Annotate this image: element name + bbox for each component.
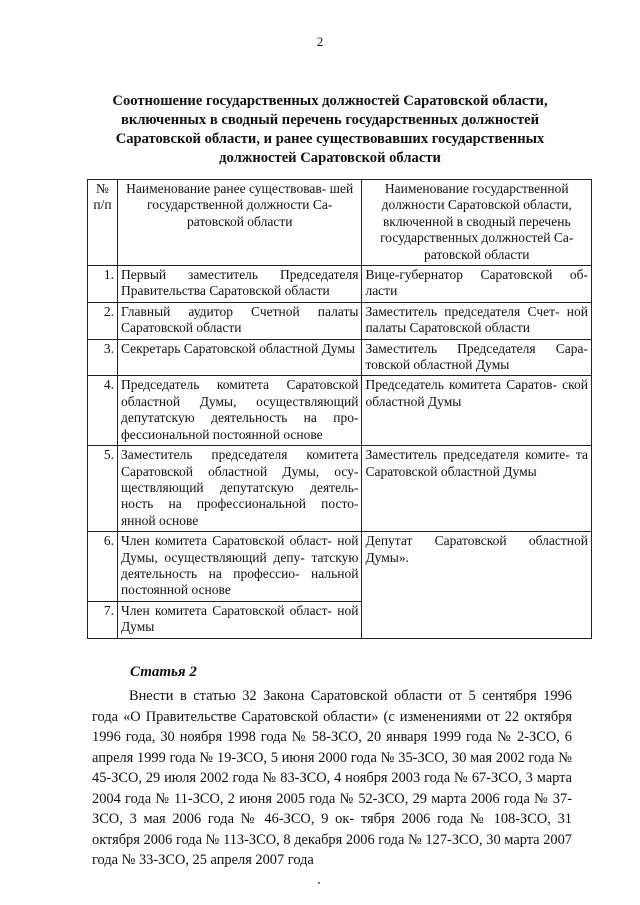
table-row (88, 446, 592, 532)
scan-speck (318, 882, 320, 884)
old-position: Член комитета Саратовской област- ной Думы (117, 601, 362, 638)
header-new-position: Наименование государственной должности Саратовской области, включенной в сводный перечень государственных должностей Са- ратовской области (362, 180, 592, 266)
new-position: Заместитель председателя Счет- ной палаты Саратовской области (362, 302, 592, 339)
new-position: Вице-губернатор Саратовской об- ласти (362, 266, 592, 303)
old-position: Член комитета Саратовской област- ной Думы, осуществляющий депу- татскую деятельность на профессио- нальной постоянной основе (117, 532, 362, 602)
row-number: 3. (88, 339, 118, 376)
table-header-row (88, 180, 592, 266)
old-position: Главный аудитор Счетной палаты Саратовской области (117, 302, 362, 339)
old-position: Секретарь Саратовской областной Думы (117, 339, 362, 376)
row-number: 7. (88, 601, 118, 638)
row-number: 1. (88, 266, 118, 303)
header-number: № п/п (88, 180, 118, 266)
old-position: Заместитель председателя комитета Саратовской областной Думы, осу- ществляющий депутатскую деятель- ность на профессиональной посто- янной основе (117, 446, 362, 532)
positions-table (87, 179, 592, 639)
row-number: 2. (88, 302, 118, 339)
article-body: Внести в статью 32 Закона Саратовской области от 5 сентября 1996 года «О Правительстве Саратовской области» (с изменениями от 22 октября 1996 года, 30 ноября 1998 года № 58-ЗСО, 20 января 1999 года № 2-ЗСО, 6 апреля 1999 года № 19-ЗСО, 5 июня 2000 года № 35-ЗСО, 30 мая 2002 года № 45-ЗСО, 29 июля 2002 года № 83-ЗСО, 4 ноября 2003 года № 67-ЗСО, 3 марта 2004 года № 11-ЗСО, 2 июня 2005 года № 52-ЗСО, 29 марта 2006 года № 37-ЗСО, 3 мая 2006 года № 46-ЗСО, 9 ок- тября 2006 года № 108-ЗСО, 31 октября 2006 года № 113-ЗСО, 8 декабря 2006 года № 127-ЗСО, 30 марта 2007 года № 33-ЗСО, 25 апреля 2007 года (92, 688, 572, 868)
document-heading: Соотношение государственных должностей Саратовской области, включенных в сводный перечень государственных должностей Саратовской области, и ранее существовавших государственных должностей Саратовской области (112, 93, 548, 166)
row-number: 6. (88, 532, 118, 602)
new-position: Депутат Саратовской областной Думы». (362, 532, 592, 638)
table-row (88, 532, 592, 602)
table-row (88, 266, 592, 303)
table-row (88, 302, 592, 339)
page-number: 2 (316, 34, 324, 49)
new-position: Заместитель Председателя Сара- товской областной Думы (362, 339, 592, 376)
new-position: Председатель комитета Саратов- ской областной Думы (362, 376, 592, 446)
row-number: 4. (88, 376, 118, 446)
old-position: Первый заместитель Председателя Правительства Саратовской области (117, 266, 362, 303)
new-position: Заместитель председателя комите- та Саратовской областной Думы (362, 446, 592, 532)
article-title: Статья 2 (130, 664, 197, 680)
table-row (88, 339, 592, 376)
table-row (88, 376, 592, 446)
old-position: Председатель комитета Саратовской областной Думы, осуществляющий депутатскую деятельность на про- фессиональной постоянной основе (117, 376, 362, 446)
row-number: 5. (88, 446, 118, 532)
header-old-position: Наименование ранее существовав- шей государственной должности Са- ратовской области (117, 180, 362, 266)
